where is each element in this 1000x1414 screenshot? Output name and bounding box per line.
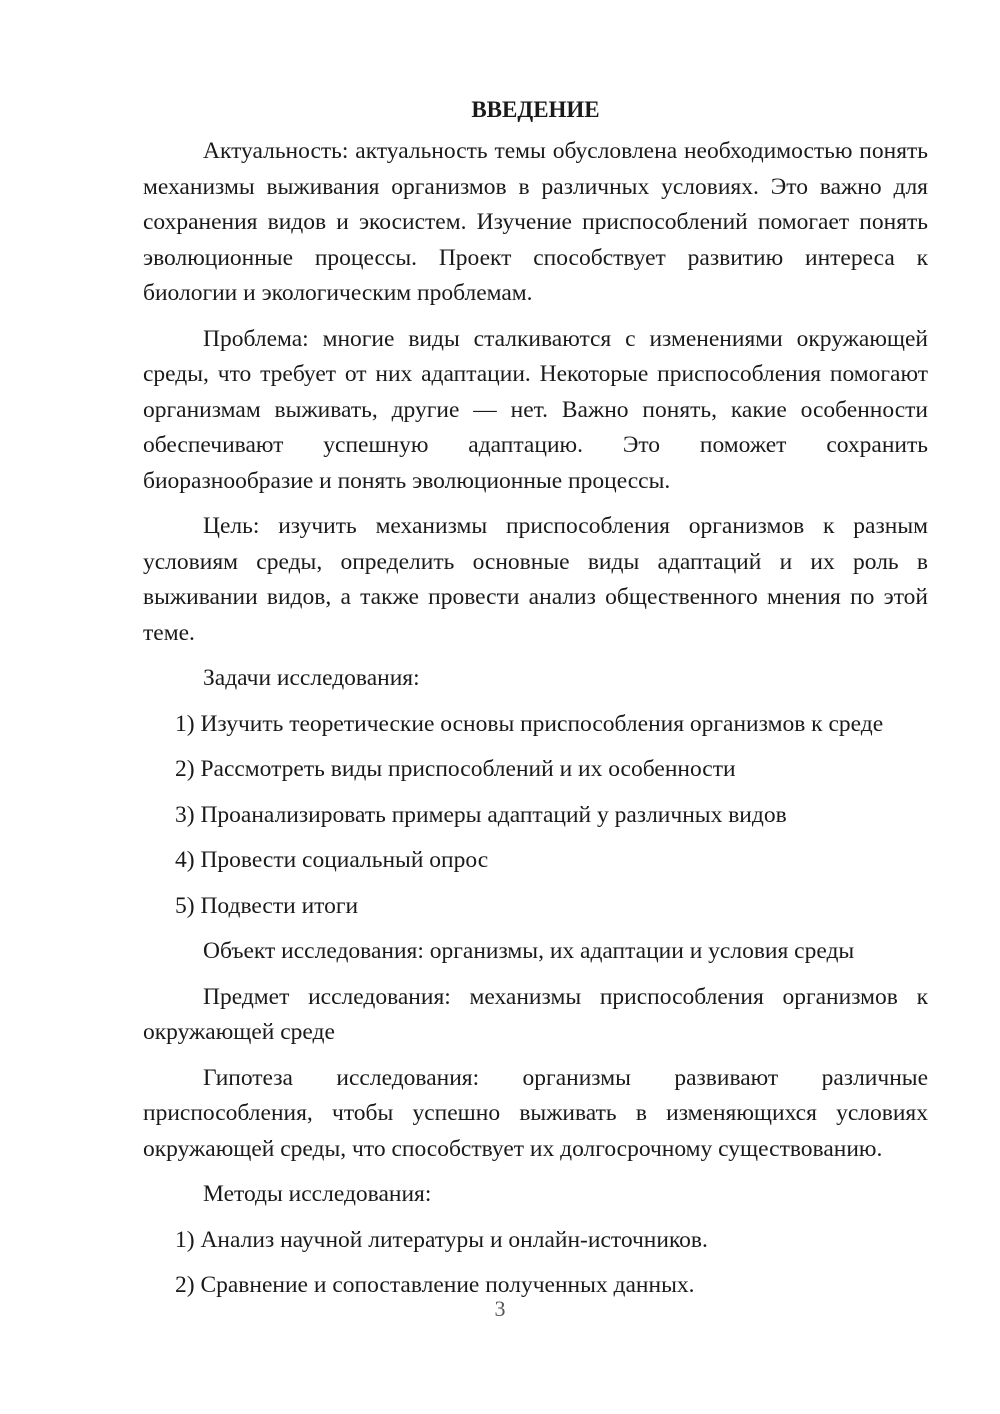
page-number: 3	[494, 1296, 506, 1321]
list-item: 2) Сравнение и сопоставление полученных данных.	[175, 1272, 695, 1298]
methods-list	[143, 1223, 928, 1304]
list-item: 1) Изучить теоретические основы приспособления организмов к среде	[175, 710, 884, 737]
object-paragraph: Объект исследования: организмы, их адаптации и условия среды	[203, 938, 855, 964]
goal-paragraph: Цель: изучить механизмы приспособления организмов к разным условиям среды, определить основные виды адаптаций и их роль в выживании видов, а также провести анализ общественного мнения по этой теме.	[143, 513, 928, 646]
tasks-list	[143, 707, 928, 925]
document-page	[143, 92, 928, 1314]
subject-paragraph: Предмет исследования: механизмы приспособления организмов к окружающей среде	[143, 983, 928, 1045]
hypothesis-paragraph: Гипотеза исследования: организмы развивают различные приспособления, чтобы успешно выживать в изменяющихся условиях окружающей среды, что способствует их долгосрочному существованию.	[143, 1064, 928, 1162]
page-title: ВВЕДЕНИЕ	[471, 97, 600, 122]
list-item: 3) Проанализировать примеры адаптаций у различных видов	[175, 801, 787, 828]
tasks-label: Задачи исследования:	[203, 665, 420, 691]
list-item: 1) Анализ научной литературы и онлайн-источников.	[175, 1226, 708, 1253]
methods-label: Методы исследования:	[203, 1181, 432, 1207]
relevance-paragraph: Актуальность: актуальность темы обусловлена необходимостью понять механизмы выживания организмов в различных условиях. Это важно для сохранения видов и экосистем. Изучение приспособлений помогает понять эволюционные процессы. Проект способствует развитию интереса к биологии и экологическим проблемам.	[143, 138, 928, 306]
list-item: 2) Рассмотреть виды приспособлений и их особенности	[175, 756, 736, 782]
problem-paragraph: Проблема: многие виды сталкиваются с изменениями окружающей среды, что требует от них адаптации. Некоторые приспособления помогают организмам выживать, другие — нет. Важно понять, какие особенности обеспечивают успешную адаптацию. Это поможет сохранить биоразнообразие и понять эволюционные процессы.	[143, 325, 928, 494]
list-item: 5) Подвести итоги	[175, 892, 359, 919]
list-item: 4) Провести социальный опрос	[175, 847, 489, 873]
